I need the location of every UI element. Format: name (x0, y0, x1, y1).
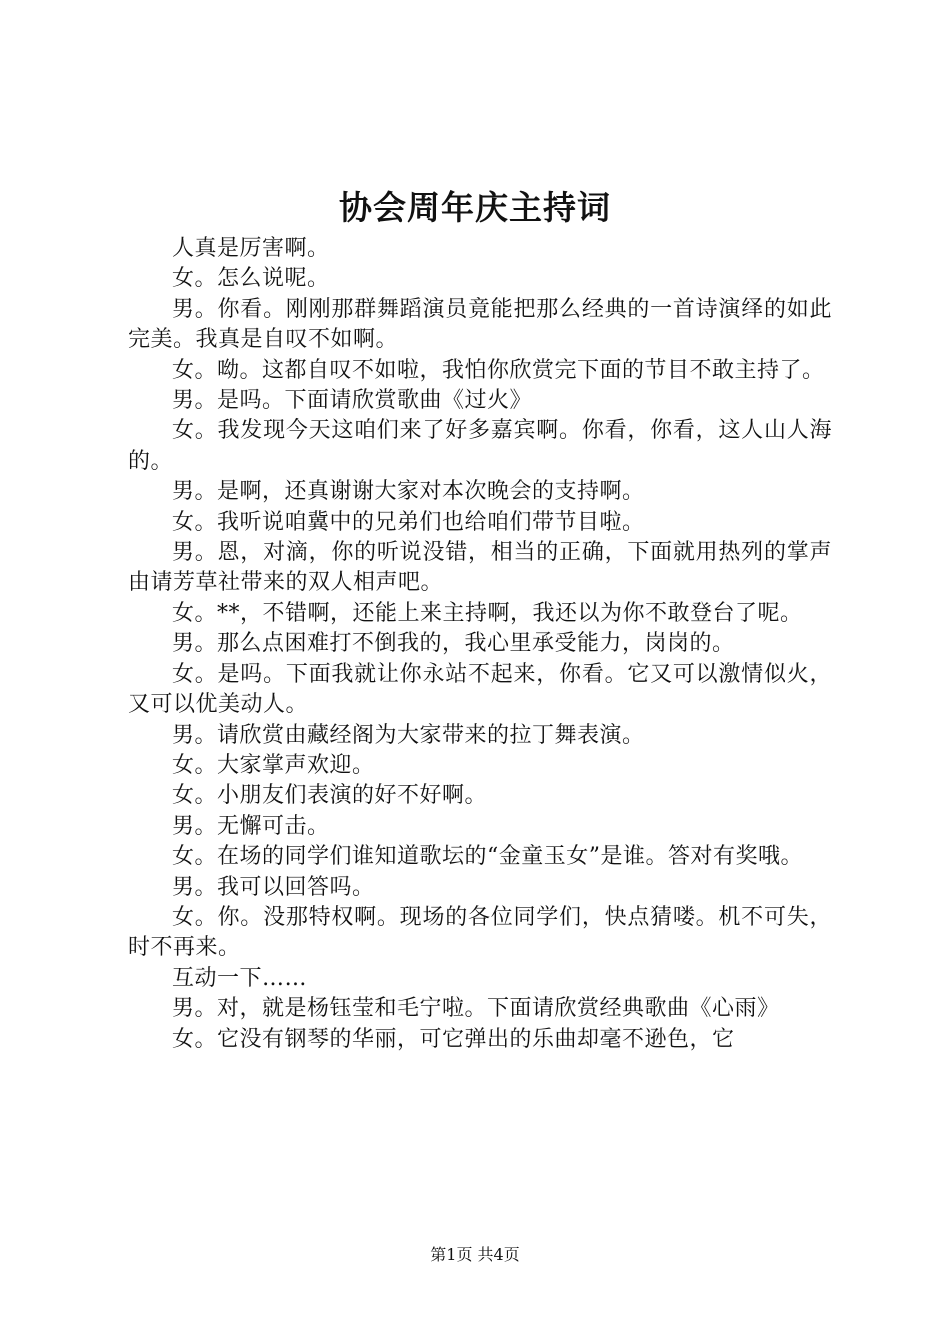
document-title: 协会周年庆主持词 (339, 188, 611, 227)
paragraph: 女。我发现今天这咱们来了好多嘉宾啊。你看，你看，这人山人海的。 (128, 418, 832, 474)
paragraph: 男。你看。刚刚那群舞蹈演员竟能把那么经典的一首诗演绎的如此完美。我真是自叹不如啊。 (128, 296, 832, 353)
paragraph: 男。请欣赏由藏经阁为大家带来的拉丁舞表演。 (172, 722, 645, 748)
paragraph: 人真是厉害啊。 (172, 236, 330, 261)
paragraph: 女。大家掌声欢迎。 (172, 752, 375, 778)
paragraph: 女。它没有钢琴的华丽，可它弹出的乐曲却毫不逊色，它 (172, 1026, 735, 1052)
paragraph: 男。对，就是杨钰莹和毛宁啦。下面请欣赏经典歌曲《心雨》 (172, 996, 780, 1022)
paragraph: 互动一下…… (172, 965, 308, 991)
paragraph: 女。呦。这都自叹不如啦，我怕你欣赏完下面的节目不敢主持了。 (172, 357, 825, 383)
paragraph: 男。是吗。下面请欣赏歌曲《过火》 (172, 388, 533, 414)
paragraph: 男。恩，对滴，你的听说没错，相当的正确，下面就用热列的掌声由请芳草社带来的双人相声吧。 (128, 540, 832, 596)
paragraph: 男。无懈可击。 (172, 813, 330, 839)
paragraph: 女。是吗。下面我就让你永站不起来，你看。它又可以激情似火，又可以优美动人。 (128, 661, 832, 718)
paragraph: 男。是啊，还真谢谢大家对本次晚会的支持啊。 (172, 479, 645, 505)
paragraph: 男。那么点困难打不倒我的，我心里承受能力，岗岗的。 (172, 631, 735, 657)
paragraph: 女。我听说咱冀中的兄弟们也给咱们带节目啦。 (172, 509, 645, 535)
document-body (128, 234, 832, 1055)
paragraph: 女。**，不错啊，还能上来主持啊，我还以为你不敢登台了呢。 (172, 600, 803, 626)
paragraph: 女。在场的同学们谁知道歌坛的“金童玉女”是谁。答对有奖哦。 (172, 844, 803, 870)
paragraph: 男。我可以回答吗。 (172, 874, 375, 900)
paragraph: 女。你。没那特权啊。现场的各位同学们，快点猜喽。机不可失，时不再来。 (128, 904, 832, 961)
paragraph: 女。小朋友们表演的好不好啊。 (172, 783, 488, 809)
paragraph: 女。怎么说呢。 (172, 266, 330, 292)
page-number-footer: 第1页 共4页 (430, 1245, 520, 1264)
